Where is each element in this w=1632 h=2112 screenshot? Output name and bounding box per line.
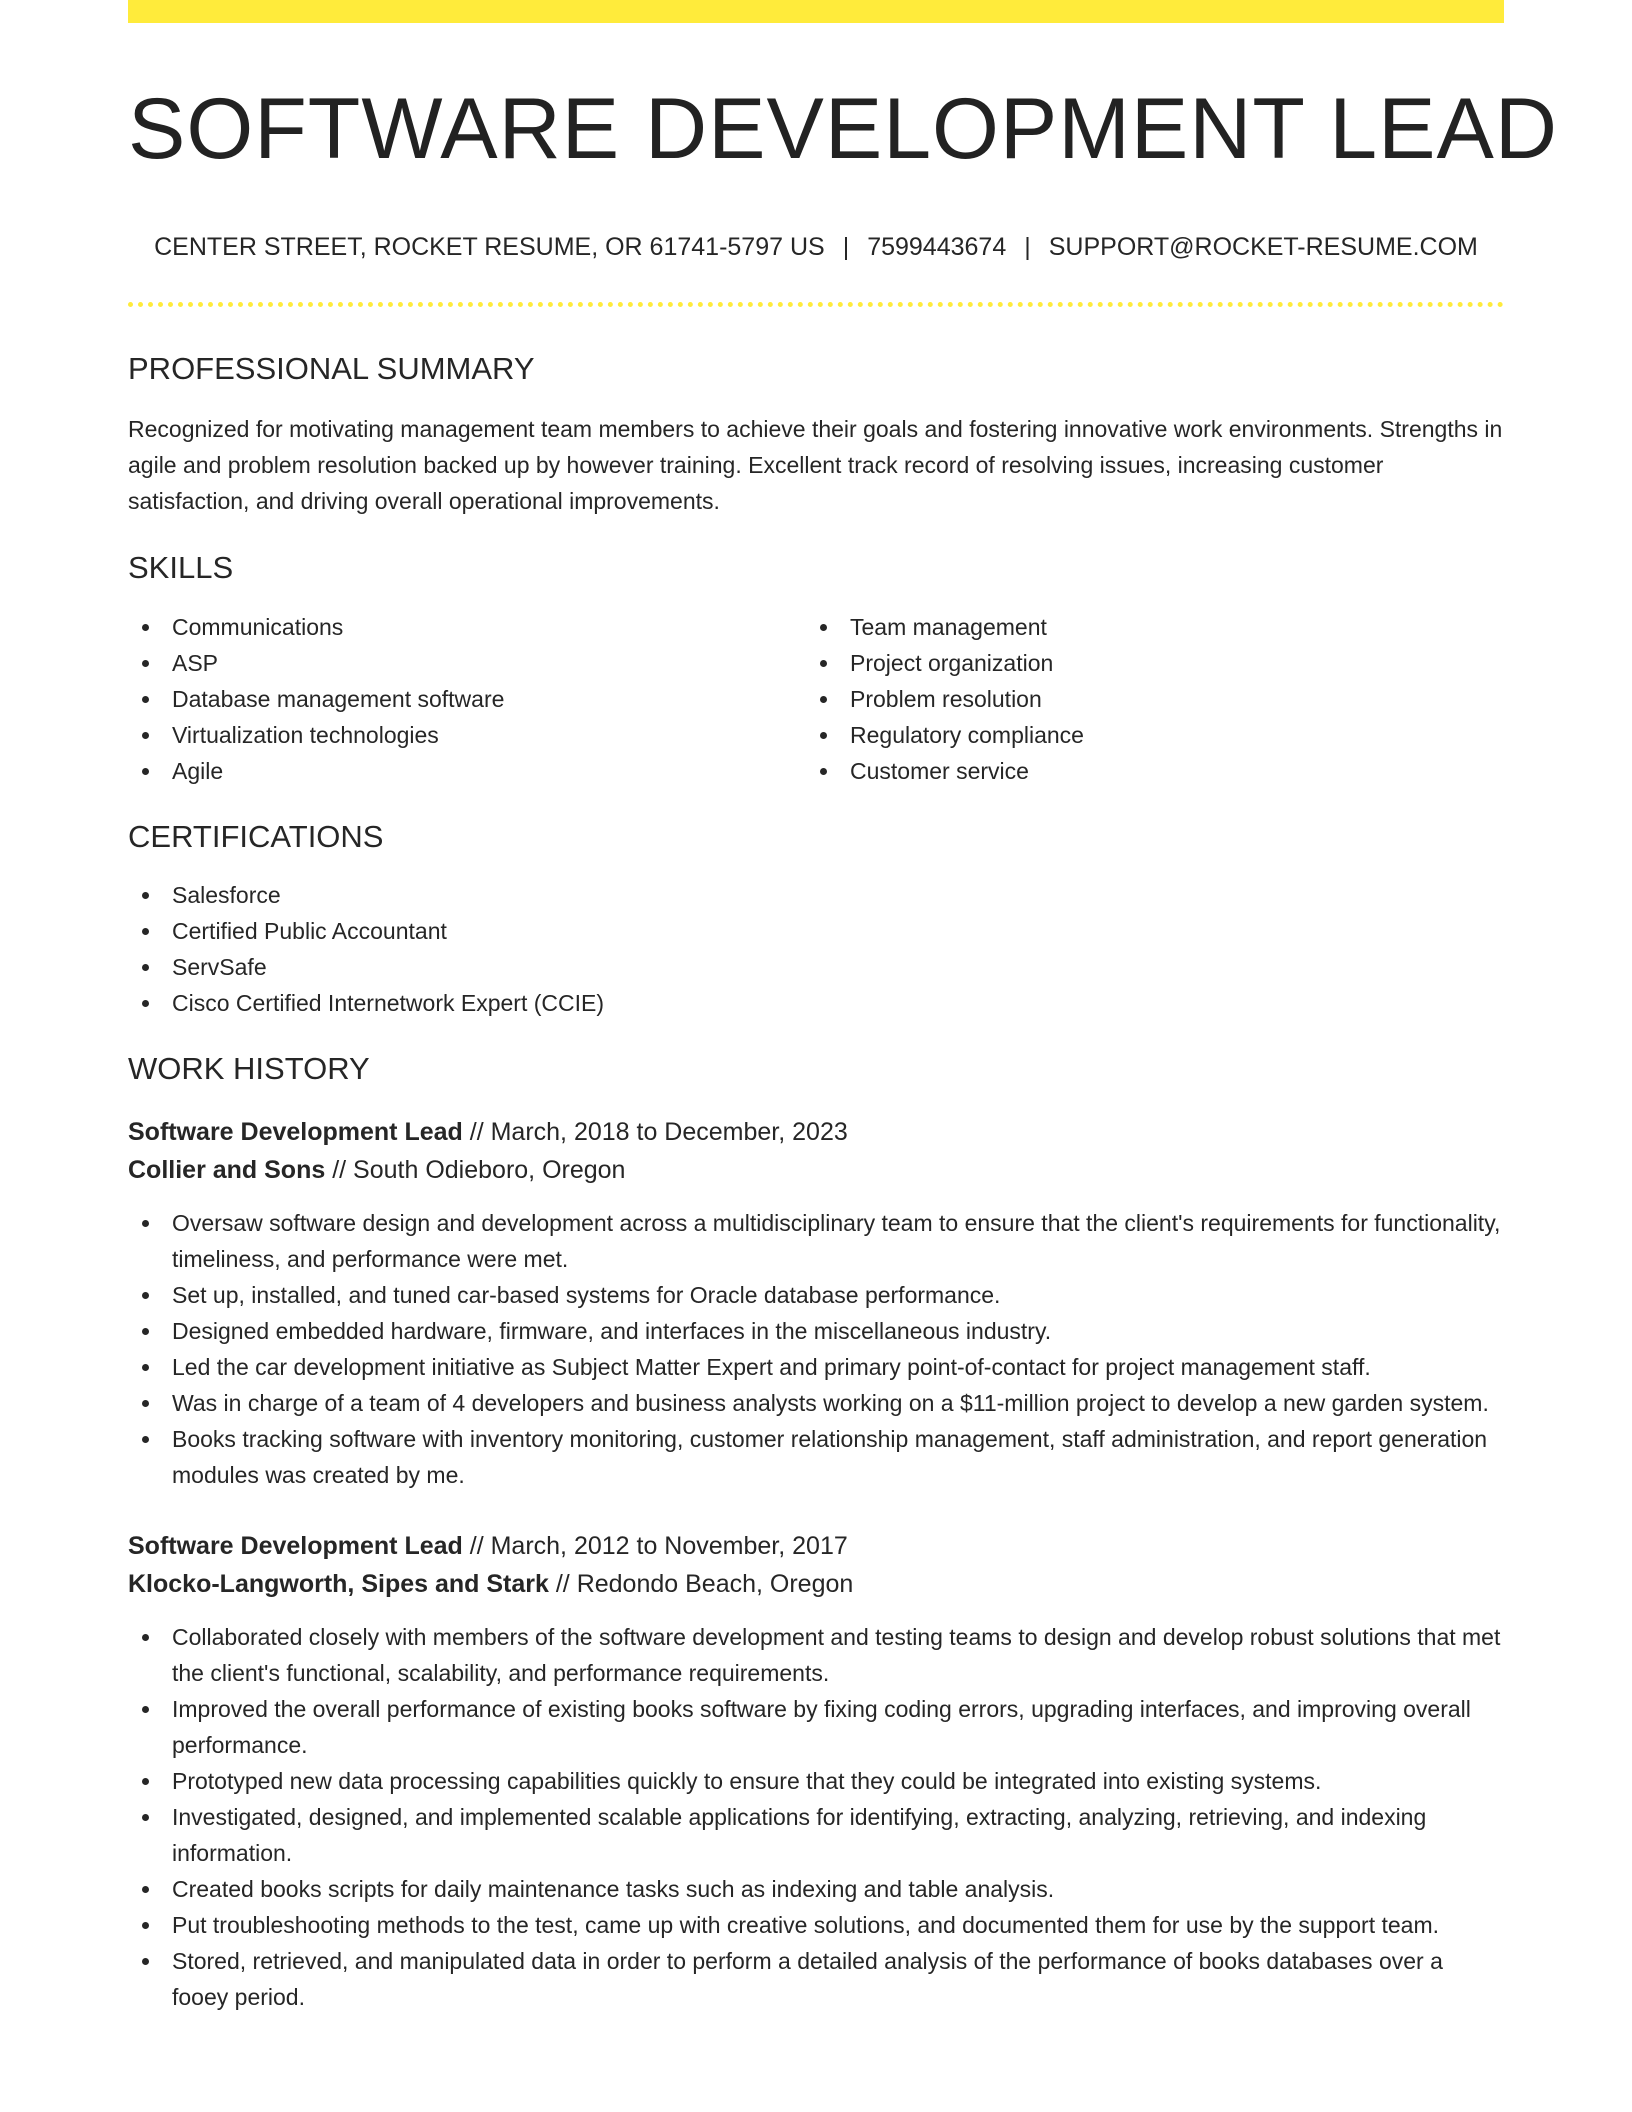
contact-email: SUPPORT@ROCKET-RESUME.COM (1048, 233, 1478, 262)
duty-item: Designed embedded hardware, firmware, and interfaces in the miscellaneous industry. (128, 1313, 1504, 1349)
job-company-line (128, 1151, 1504, 1189)
duty-item: Stored, retrieved, and manipulated data in order to perform a detailed analysis of the performance of books databases over a fooey period. (128, 1943, 1504, 2015)
job-title-line (128, 1113, 1504, 1151)
job-duties-list (128, 1205, 1504, 1493)
certification-item: Cisco Certified Internetwork Expert (CCIE) (128, 985, 1504, 1021)
job-title: Software Development Lead (128, 1118, 463, 1147)
duty-item: Led the car development initiative as Subject Matter Expert and primary point-of-contact for project management staff. (128, 1349, 1504, 1385)
certification-item: ServSafe (128, 949, 1504, 985)
job-location: // Redondo Beach, Oregon (548, 1570, 854, 1599)
duty-item: Improved the overall performance of existing books software by fixing coding errors, upgrading interfaces, and improving overall performance. (128, 1691, 1504, 1763)
job-title: Software Development Lead (128, 1532, 463, 1561)
skill-item: ASP (128, 645, 806, 681)
job-dates: // March, 2012 to November, 2017 (462, 1532, 848, 1561)
job-company-line (128, 1565, 1504, 1603)
job-duties-list (128, 1619, 1504, 2015)
certification-item: Certified Public Accountant (128, 913, 1504, 949)
dotted-divider (128, 302, 1504, 307)
job-title-line (128, 1527, 1504, 1565)
skill-item: Customer service (806, 753, 1484, 789)
skill-item: Agile (128, 753, 806, 789)
duty-item: Put troubleshooting methods to the test, came up with creative solutions, and documented them for use by the support team. (128, 1907, 1504, 1943)
summary-heading: PROFESSIONAL SUMMARY (128, 351, 535, 387)
skill-item: Virtualization technologies (128, 717, 806, 753)
contact-separator: | (842, 233, 850, 262)
certifications-list (128, 877, 1504, 1021)
work-history-heading: WORK HISTORY (128, 1050, 370, 1086)
contact-address: CENTER STREET, ROCKET RESUME, OR 61741-5797 US (154, 233, 825, 262)
skills-column-right (806, 609, 1484, 789)
skills-column-left (128, 609, 806, 789)
duty-item: Oversaw software design and development across a multidisciplinary team to ensure that the client's requirements for functionality, timeliness, and performance were met. (128, 1205, 1504, 1277)
skill-item: Project organization (806, 645, 1484, 681)
resume-page (128, 0, 1558, 2015)
top-accent-bar (128, 0, 1504, 23)
job-entry (128, 1113, 1504, 1493)
duty-item: Books tracking software with inventory monitoring, customer relationship management, staff administration, and report generation modules was created by me. (128, 1421, 1504, 1493)
skills-list (128, 609, 1504, 789)
certifications-heading: CERTIFICATIONS (128, 818, 384, 854)
skill-item: Team management (806, 609, 1484, 645)
job-company: Klocko-Langworth, Sipes and Stark (128, 1570, 549, 1599)
duty-item: Collaborated closely with members of the software development and testing teams to design and develop robust solutions that met the client's functional, scalability, and performance requirements. (128, 1619, 1504, 1691)
duty-item: Prototyped new data processing capabilities quickly to ensure that they could be integrated into existing systems. (128, 1763, 1504, 1799)
skill-item: Database management software (128, 681, 806, 717)
summary-text: Recognized for motivating management team members to achieve their goals and fostering innovative work environments. Strengths in agile and problem resolution backed up by however training. Excellent track record of resolving issues, increasing customer satisfaction, and driving overall operational improvements. (128, 416, 1503, 515)
duty-item: Created books scripts for daily maintenance tasks such as indexing and table analysis. (128, 1871, 1504, 1907)
skill-item: Problem resolution (806, 681, 1484, 717)
duty-item: Set up, installed, and tuned car-based systems for Oracle database performance. (128, 1277, 1504, 1313)
job-entry (128, 1527, 1504, 2015)
skill-item: Communications (128, 609, 806, 645)
duty-item: Investigated, designed, and implemented scalable applications for identifying, extracting, analyzing, retrieving, and indexing information. (128, 1799, 1504, 1871)
contact-separator: | (1024, 233, 1031, 262)
skill-item: Regulatory compliance (806, 717, 1484, 753)
job-location: // South Odieboro, Oregon (325, 1156, 626, 1185)
contact-line (128, 232, 1504, 262)
job-dates: // March, 2018 to December, 2023 (462, 1118, 848, 1147)
duty-item: Was in charge of a team of 4 developers and business analysts working on a $11-million project to develop a new garden system. (128, 1385, 1504, 1421)
contact-phone: 7599443674 (867, 233, 1007, 262)
job-company: Collier and Sons (128, 1156, 326, 1185)
resume-name: SOFTWARE DEVELOPMENT LEAD (128, 81, 1558, 177)
skills-heading: SKILLS (128, 550, 234, 586)
certification-item: Salesforce (128, 877, 1504, 913)
